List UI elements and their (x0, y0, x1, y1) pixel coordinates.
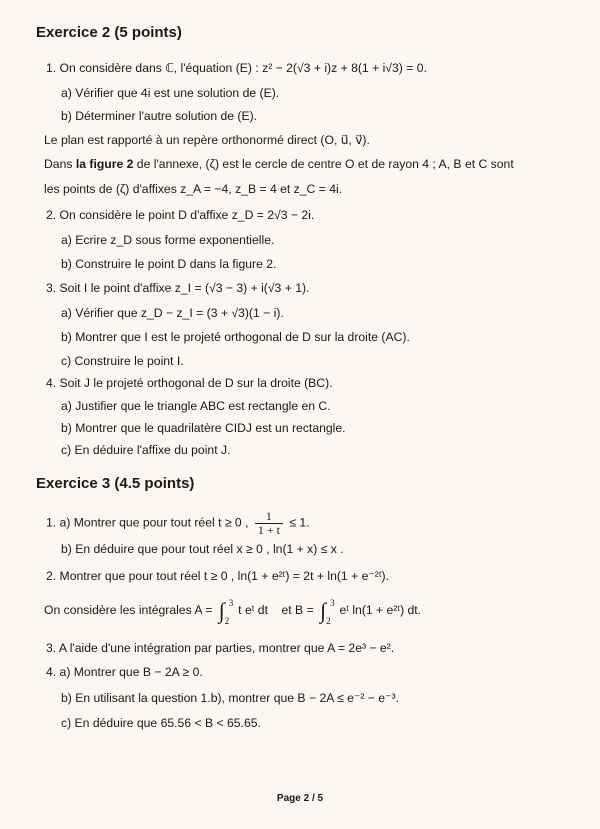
ex2-repere: Le plan est rapporté à un repère orthonormé direct (O, u⃗, v⃗). (44, 133, 370, 147)
ex3-q1a: 1. a) Montrer que pour tout réel t ≥ 0 , $\frac{1}{1 + t}$ ≤ 1. (46, 509, 310, 537)
ex3-q4c: c) En déduire que 65.56 < B < 65.65. (61, 716, 261, 730)
ex2-figure-line: Dans la figure 2 de l'annexe, (ζ) est le cercle de centre O et de rayon 4 ; A, B et C sont (44, 157, 514, 171)
ex2-q1: 1. On considère dans ℂ, l'équation (E) : z² − 2(√3 + i)z + 8(1 + i√3) = 0. (46, 61, 427, 75)
ex3-integrals: On considère les intégrales A = ∫ 3 2 t eᵗ dt et B = ∫ 3 2 eᵗ ln(1 + e²ᵗ) dt. (44, 598, 422, 626)
exercise-2-title: Exercice 2 (5 points) (36, 24, 182, 41)
ex3-q3: 3. A l'aide d'une intégration par parties, montrer que A = 2e³ − e². (46, 641, 395, 655)
ex3-q1b: b) En déduire que pour tout réel x ≥ 0 , ln(1 + x) ≤ x . (61, 542, 344, 556)
figure-reference: la figure 2 (75, 157, 134, 171)
ex2-q4: 4. Soit J le projeté orthogonal de D sur la droite (BC). (46, 376, 333, 390)
integral-sign-a: ∫ 3 2 (218, 598, 234, 626)
ex2-q4b: b) Montrer que le quadrilatère CIDJ est un rectangle. (61, 421, 346, 435)
fraction: $\frac{1}{1 + t}$ (255, 510, 283, 537)
ex2-q3: 3. Soit I le point d'affixe z_I = (√3 − 3) + i(√3 + 1). (46, 281, 310, 295)
ex2-q2a: a) Ecrire z_D sous forme exponentielle. (61, 233, 275, 247)
ex2-q2: 2. On considère le point D d'affixe z_D = 2√3 − 2i. (46, 208, 315, 222)
ex3-q4b: b) En utilisant la question 1.b), montrer que B − 2A ≤ e⁻² − e⁻³. (61, 691, 399, 705)
exercise-3-title: Exercice 3 (4.5 points) (36, 475, 195, 492)
ex2-q1a: a) Vérifier que 4i est une solution de (E). (61, 86, 280, 100)
ex3-q2: 2. Montrer que pour tout réel t ≥ 0 , ln(1 + e²ᵗ) = 2t + ln(1 + e⁻²ᵗ). (46, 569, 389, 583)
ex3-q4a: 4. a) Montrer que B − 2A ≥ 0. (46, 665, 203, 679)
ex2-q1b: b) Déterminer l'autre solution de (E). (61, 109, 258, 123)
ex2-points: les points de (ζ) d'affixes z_A = −4, z_B = 4 et z_C = 4i. (44, 182, 343, 196)
page-number: Page 2 / 5 (276, 793, 324, 804)
integral-sign-b: ∫ 3 2 (320, 598, 335, 626)
ex2-q4a: a) Justifier que le triangle ABC est rectangle en C. (61, 399, 331, 413)
ex2-q3a: a) Vérifier que z_D − z_I = (3 + √3)(1 − i). (61, 306, 284, 320)
ex2-q3b: b) Montrer que I est le projeté orthogonal de D sur la droite (AC). (61, 330, 410, 344)
ex2-q4c: c) En déduire l'affixe du point J. (61, 443, 231, 457)
ex2-q2b: b) Construire le point D dans la figure 2. (61, 257, 277, 271)
ex2-q3c: c) Construire le point I. (61, 354, 184, 368)
